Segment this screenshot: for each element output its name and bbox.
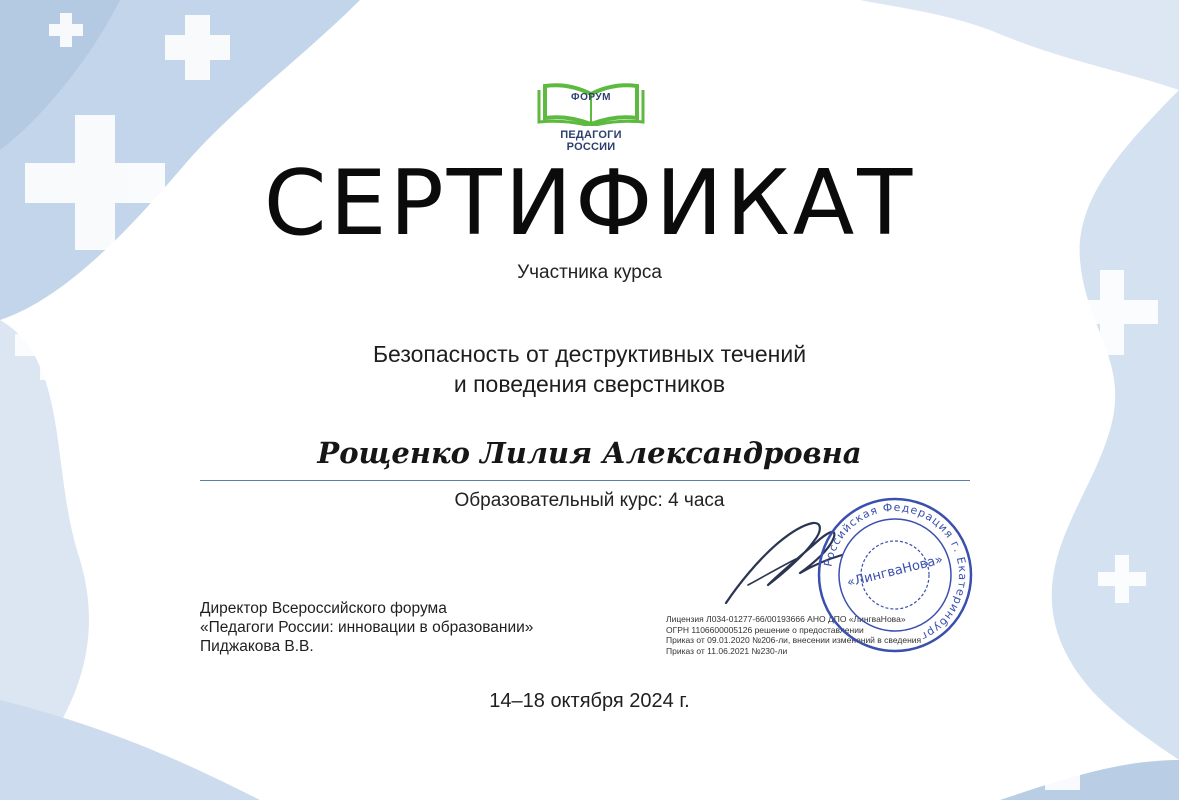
forum-name: «Педагоги России: инновации в образовании» — [200, 619, 534, 636]
logo-bottom-word: ПЕДАГОГИ РОССИИ — [560, 129, 622, 153]
logo-top-word: ФОРУМ — [571, 92, 611, 103]
certificate-title: СЕРТИФИКАТ — [263, 151, 916, 256]
director-block — [200, 599, 533, 656]
name-underline — [200, 480, 970, 481]
open-book-icon — [535, 80, 647, 126]
course-title-line-1: Безопасность от деструктивных течений — [372, 341, 807, 367]
director-name: Пиджакова В.В. — [200, 638, 314, 655]
forum-logo — [535, 80, 647, 153]
license-line: Приказ от 09.01.2020 №206-ли, внесении изменений в сведения — [666, 635, 922, 645]
seal-outer-text: Российская Федерация г. Екатеринбург — [821, 500, 970, 644]
course-date: 14–18 октября 2024 г. — [489, 690, 690, 712]
license-line: Лицензия Л034-01277-66/00193666 АНО ДПО «ЛингваНова» — [666, 614, 906, 624]
director-title: Директор Всероссийского форума — [200, 600, 447, 617]
license-line: Приказ от 11.06.2021 №230-ли — [666, 645, 788, 656]
seal-center — [815, 495, 975, 655]
course-duration: Образовательный курс: 4 часа — [454, 490, 725, 511]
certificate-subtitle: Участника курса — [517, 262, 662, 283]
license-line: ОГРН 1106600005126 решение о предоставлении — [666, 624, 864, 635]
seal-center-text: «ЛингваНова» — [845, 552, 945, 591]
course-title-line-2: и поведения сверстников — [453, 371, 726, 397]
course-title — [0, 339, 1179, 399]
participant-name: Рощенко Лилия Александровна — [317, 436, 862, 470]
